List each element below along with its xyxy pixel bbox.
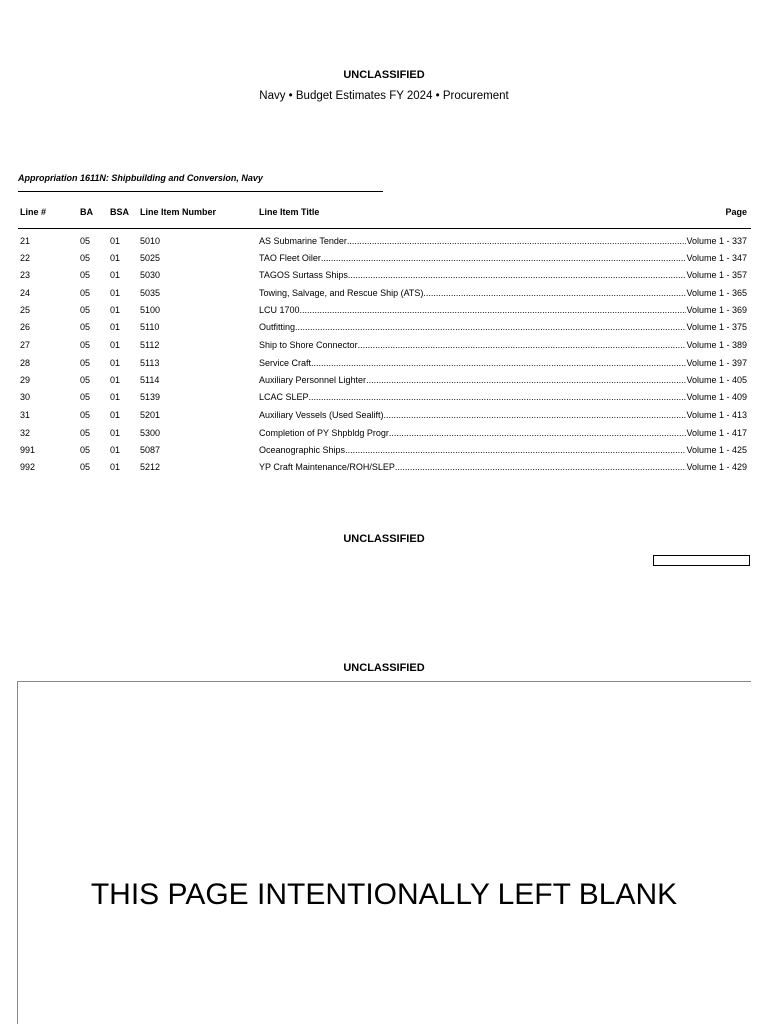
- row-bsa: 01: [110, 428, 121, 438]
- dot-leader: [366, 375, 686, 385]
- row-page-reference[interactable]: Volume 1 - 389: [686, 340, 747, 350]
- row-ba: 05: [80, 410, 91, 420]
- column-header-bsa: BSA: [110, 207, 130, 217]
- table-row: [0, 392, 768, 406]
- row-page-reference[interactable]: Volume 1 - 357: [686, 270, 747, 280]
- row-line-item-number: 5035: [140, 288, 161, 298]
- row-bsa: 01: [110, 288, 121, 298]
- document-subtitle: Navy • Budget Estimates FY 2024 • Procurement: [259, 90, 509, 102]
- dot-leader: [345, 445, 686, 455]
- column-header-line-item-number: Line Item Number: [140, 207, 217, 217]
- dot-leader: [309, 392, 687, 402]
- column-header-ba: BA: [80, 207, 93, 217]
- row-line-item-number: 5201: [140, 410, 161, 420]
- table-row: [0, 270, 768, 284]
- blank-page-frame: [17, 681, 751, 1024]
- row-title-link[interactable]: Ship to Shore Connector: [259, 340, 358, 350]
- row-title-link[interactable]: TAO Fleet Oiler: [259, 253, 321, 263]
- table-row: [0, 253, 768, 267]
- table-row: [0, 462, 768, 476]
- row-line-item-number: 5030: [140, 270, 161, 280]
- dot-leader: [347, 236, 687, 246]
- row-line-item-number: 5113: [140, 358, 160, 368]
- intentionally-blank-notice: THIS PAGE INTENTIONALLY LEFT BLANK: [90, 878, 678, 911]
- row-line-item-number: 5010: [140, 236, 161, 246]
- table-row: [0, 410, 768, 424]
- footer-classification: UNCLASSIFIED: [343, 533, 425, 545]
- dot-leader: [348, 270, 687, 280]
- row-line: 23: [20, 270, 31, 280]
- row-bsa: 01: [110, 253, 121, 263]
- row-line-item-number: 5212: [140, 462, 161, 472]
- row-line: 28: [20, 358, 31, 368]
- row-page-reference[interactable]: Volume 1 - 413: [686, 410, 747, 420]
- row-line-item-number: 5025: [140, 253, 161, 263]
- row-ba: 05: [80, 305, 91, 315]
- row-line: 29: [20, 375, 31, 385]
- dot-leader: [311, 358, 686, 368]
- row-line: 30: [20, 392, 31, 402]
- dot-leader: [384, 410, 687, 420]
- row-line: 22: [20, 253, 31, 263]
- row-line: 21: [20, 236, 31, 246]
- row-page-reference[interactable]: Volume 1 - 417: [686, 428, 747, 438]
- dot-leader: [389, 428, 687, 438]
- row-bsa: 01: [110, 392, 121, 402]
- row-line-item-number: 5114: [140, 375, 160, 385]
- table-row: [0, 288, 768, 302]
- row-ba: 05: [80, 428, 91, 438]
- row-page-reference[interactable]: Volume 1 - 425: [686, 445, 747, 455]
- row-line-item-number: 5112: [140, 340, 160, 350]
- row-bsa: 01: [110, 322, 121, 332]
- table-row: [0, 236, 768, 250]
- row-ba: 05: [80, 322, 91, 332]
- dot-leader: [295, 322, 686, 332]
- row-title-link[interactable]: LCU 1700: [259, 305, 300, 315]
- row-ba: 05: [80, 358, 91, 368]
- row-ba: 05: [80, 236, 91, 246]
- row-bsa: 01: [110, 270, 121, 280]
- row-ba: 05: [80, 392, 91, 402]
- row-line: 992: [20, 462, 36, 472]
- row-line: 27: [20, 340, 31, 350]
- row-title-link[interactable]: Auxiliary Personnel Lighter: [259, 375, 367, 385]
- row-title-link[interactable]: Outfitting: [259, 322, 296, 332]
- row-bsa: 01: [110, 358, 121, 368]
- appropriation-underline: [18, 191, 383, 192]
- header-classification: UNCLASSIFIED: [343, 69, 425, 81]
- row-line-item-number: 5087: [140, 445, 161, 455]
- row-page-reference[interactable]: Volume 1 - 429: [686, 462, 747, 472]
- row-line: 31: [20, 410, 31, 420]
- row-ba: 05: [80, 253, 91, 263]
- row-title-link[interactable]: Auxiliary Vessels (Used Sealift): [259, 410, 384, 420]
- table-row: [0, 375, 768, 389]
- table-row: [0, 428, 768, 442]
- row-bsa: 01: [110, 236, 121, 246]
- row-page-reference[interactable]: Volume 1 - 397: [686, 358, 747, 368]
- table-row: [0, 445, 768, 459]
- table-row: [0, 358, 768, 372]
- row-line: 24: [20, 288, 31, 298]
- row-bsa: 01: [110, 410, 121, 420]
- row-ba: 05: [80, 288, 91, 298]
- row-ba: 05: [80, 340, 91, 350]
- row-line: 25: [20, 305, 31, 315]
- column-header-line-item-title: Line Item Title: [259, 207, 320, 217]
- column-header-line: Line #: [20, 207, 47, 217]
- row-page-reference[interactable]: Volume 1 - 365: [686, 288, 747, 298]
- row-page-reference[interactable]: Volume 1 - 409: [686, 392, 747, 402]
- row-title-link[interactable]: AS Submarine Tender: [259, 236, 347, 246]
- appropriation-title: Appropriation 1611N: Shipbuilding and Conversion, Navy: [18, 173, 263, 183]
- row-ba: 05: [80, 445, 91, 455]
- row-page-reference[interactable]: Volume 1 - 405: [686, 375, 747, 385]
- row-bsa: 01: [110, 305, 121, 315]
- table-row: [0, 340, 768, 354]
- table-row: [0, 322, 768, 336]
- row-bsa: 01: [110, 375, 121, 385]
- row-bsa: 01: [110, 462, 121, 472]
- row-ba: 05: [80, 375, 91, 385]
- row-title-link[interactable]: YP Craft Maintenance/ROH/SLEP: [259, 462, 395, 472]
- row-title-link[interactable]: Oceanographic Ships: [259, 445, 346, 455]
- row-title-link[interactable]: Completion of PY Shpbldg Progr: [259, 428, 389, 438]
- row-title-link[interactable]: Service Craft: [259, 358, 312, 368]
- row-line: 26: [20, 322, 31, 332]
- row-line: 32: [20, 428, 31, 438]
- row-title-link[interactable]: Towing, Salvage, and Rescue Ship (ATS): [259, 288, 424, 298]
- dot-leader: [423, 288, 686, 298]
- row-line: 991: [20, 445, 36, 455]
- dot-leader: [358, 340, 687, 350]
- dot-leader: [395, 462, 687, 472]
- column-header-page: Page: [725, 207, 747, 217]
- row-bsa: 01: [110, 340, 121, 350]
- row-line-item-number: 5110: [140, 322, 160, 332]
- next-page-classification: UNCLASSIFIED: [343, 662, 425, 674]
- dot-leader: [300, 305, 687, 315]
- row-page-reference[interactable]: Volume 1 - 369: [686, 305, 747, 315]
- row-page-reference[interactable]: Volume 1 - 347: [686, 253, 747, 263]
- row-line-item-number: 5139: [140, 392, 161, 402]
- empty-field-box: [653, 555, 750, 566]
- row-line-item-number: 5300: [140, 428, 161, 438]
- table-row: [0, 305, 768, 319]
- table-header-rule: [18, 228, 751, 229]
- row-title-link[interactable]: LCAC SLEP: [259, 392, 309, 402]
- row-title-link[interactable]: TAGOS Surtass Ships: [259, 270, 348, 280]
- row-ba: 05: [80, 462, 91, 472]
- row-line-item-number: 5100: [140, 305, 161, 315]
- row-bsa: 01: [110, 445, 121, 455]
- row-page-reference[interactable]: Volume 1 - 337: [686, 236, 747, 246]
- dot-leader: [321, 253, 687, 263]
- row-ba: 05: [80, 270, 91, 280]
- row-page-reference[interactable]: Volume 1 - 375: [686, 322, 747, 332]
